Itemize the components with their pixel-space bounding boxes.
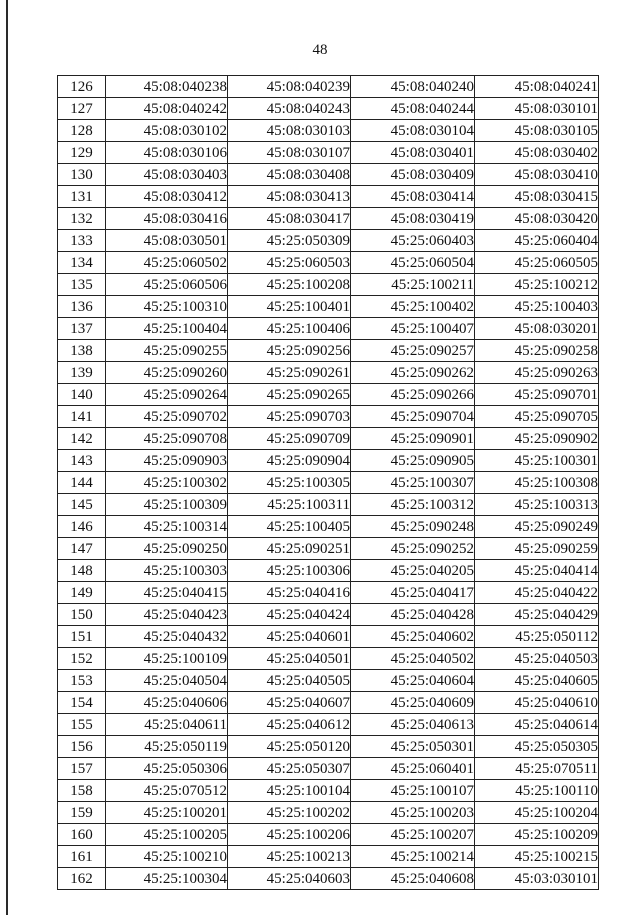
- cadastral-number-cell: 45:25:060505: [475, 252, 599, 274]
- row-number-cell: 150: [58, 604, 106, 626]
- cadastral-number-cell: 45:25:040501: [228, 648, 351, 670]
- cadastral-number-cell: 45:08:030201: [475, 318, 599, 340]
- cadastral-number-cell: 45:08:030408: [228, 164, 351, 186]
- cadastral-number-cell: 45:25:100405: [228, 516, 351, 538]
- table-row: [58, 208, 599, 230]
- row-number-cell: 136: [58, 296, 106, 318]
- cadastral-number-cell: 45:25:040417: [351, 582, 475, 604]
- cadastral-number-cell: 45:25:100302: [106, 472, 228, 494]
- cadastral-number-cell: 45:25:100312: [351, 494, 475, 516]
- cadastral-number-cell: 45:25:050112: [475, 626, 599, 648]
- cadastral-number-cell: 45:08:040239: [228, 76, 351, 98]
- table-row: [58, 76, 599, 98]
- cadastral-number-cell: 45:25:060404: [475, 230, 599, 252]
- cadastral-number-cell: 45:08:030409: [351, 164, 475, 186]
- cadastral-number-cell: 45:25:040424: [228, 604, 351, 626]
- cadastral-number-cell: 45:25:040610: [475, 692, 599, 714]
- cadastral-number-cell: 45:25:100307: [351, 472, 475, 494]
- cadastral-number-cell: 45:25:050309: [228, 230, 351, 252]
- row-number-cell: 143: [58, 450, 106, 472]
- cadastral-number-cell: 45:25:040414: [475, 560, 599, 582]
- table-row: [58, 692, 599, 714]
- table-row: [58, 230, 599, 252]
- row-number-cell: 152: [58, 648, 106, 670]
- cadastral-number-cell: 45:25:040423: [106, 604, 228, 626]
- row-number-cell: 138: [58, 340, 106, 362]
- table-row: [58, 802, 599, 824]
- cadastral-number-cell: 45:25:100407: [351, 318, 475, 340]
- table-row: [58, 362, 599, 384]
- cadastral-number-cell: 45:08:030102: [106, 120, 228, 142]
- cadastral-number-cell: 45:25:060403: [351, 230, 475, 252]
- cadastral-number-cell: 45:25:090248: [351, 516, 475, 538]
- cadastral-number-cell: 45:25:100305: [228, 472, 351, 494]
- cadastral-number-cell: 45:25:090905: [351, 450, 475, 472]
- table-row: [58, 868, 599, 890]
- cadastral-number-cell: 45:25:090255: [106, 340, 228, 362]
- cadastral-number-cell: 45:08:030412: [106, 186, 228, 208]
- cadastral-number-cell: 45:25:050301: [351, 736, 475, 758]
- cadastral-number-cell: 45:25:090902: [475, 428, 599, 450]
- table-row: [58, 340, 599, 362]
- cadastral-number-cell: 45:25:090252: [351, 538, 475, 560]
- cadastral-number-cell: 45:25:090901: [351, 428, 475, 450]
- row-number-cell: 130: [58, 164, 106, 186]
- cadastral-number-cell: 45:25:100402: [351, 296, 475, 318]
- row-number-cell: 132: [58, 208, 106, 230]
- cadastral-number-cell: 45:25:090251: [228, 538, 351, 560]
- cadastral-number-cell: 45:25:100309: [106, 494, 228, 516]
- row-number-cell: 154: [58, 692, 106, 714]
- cadastral-number-cell: 45:25:100205: [106, 824, 228, 846]
- table-row: [58, 164, 599, 186]
- cadastral-number-cell: 45:25:100209: [475, 824, 599, 846]
- cadastral-number-cell: 45:25:100206: [228, 824, 351, 846]
- table-row: [58, 406, 599, 428]
- row-number-cell: 134: [58, 252, 106, 274]
- cadastral-table: [57, 75, 599, 890]
- cadastral-number-cell: 45:25:100204: [475, 802, 599, 824]
- cadastral-number-cell: 45:25:100202: [228, 802, 351, 824]
- cadastral-number-cell: 45:25:050305: [475, 736, 599, 758]
- cadastral-number-cell: 45:25:040428: [351, 604, 475, 626]
- row-number-cell: 133: [58, 230, 106, 252]
- cadastral-number-cell: 45:25:090258: [475, 340, 599, 362]
- row-number-cell: 135: [58, 274, 106, 296]
- row-number-cell: 145: [58, 494, 106, 516]
- table-row: [58, 142, 599, 164]
- cadastral-number-cell: 45:08:030410: [475, 164, 599, 186]
- cadastral-number-cell: 45:25:100107: [351, 780, 475, 802]
- cadastral-number-cell: 45:08:030104: [351, 120, 475, 142]
- table-row: [58, 736, 599, 758]
- cadastral-number-cell: 45:25:060502: [106, 252, 228, 274]
- cadastral-number-cell: 45:25:100104: [228, 780, 351, 802]
- cadastral-number-cell: 45:25:090257: [351, 340, 475, 362]
- cadastral-number-cell: 45:25:100314: [106, 516, 228, 538]
- cadastral-number-cell: 45:25:090249: [475, 516, 599, 538]
- cadastral-number-cell: 45:08:030106: [106, 142, 228, 164]
- table-row: [58, 450, 599, 472]
- cadastral-number-cell: 45:25:100215: [475, 846, 599, 868]
- cadastral-number-cell: 45:08:030415: [475, 186, 599, 208]
- row-number-cell: 140: [58, 384, 106, 406]
- cadastral-number-cell: 45:08:030403: [106, 164, 228, 186]
- row-number-cell: 159: [58, 802, 106, 824]
- cadastral-number-cell: 45:25:100214: [351, 846, 475, 868]
- cadastral-number-cell: 45:25:090250: [106, 538, 228, 560]
- cadastral-number-cell: 45:25:050119: [106, 736, 228, 758]
- cadastral-number-cell: 45:25:100310: [106, 296, 228, 318]
- cadastral-number-cell: 45:25:040604: [351, 670, 475, 692]
- cadastral-number-cell: 45:25:090702: [106, 406, 228, 428]
- cadastral-number-cell: 45:25:090266: [351, 384, 475, 406]
- row-number-cell: 129: [58, 142, 106, 164]
- cadastral-number-cell: 45:25:090264: [106, 384, 228, 406]
- cadastral-number-cell: 45:08:030420: [475, 208, 599, 230]
- cadastral-number-cell: 45:08:030416: [106, 208, 228, 230]
- cadastral-number-cell: 45:25:090261: [228, 362, 351, 384]
- table-row: [58, 758, 599, 780]
- cadastral-number-cell: 45:25:070511: [475, 758, 599, 780]
- table-row: [58, 846, 599, 868]
- cadastral-number-cell: 45:25:060503: [228, 252, 351, 274]
- table-row: [58, 318, 599, 340]
- cadastral-number-cell: 45:25:100212: [475, 274, 599, 296]
- row-number-cell: 157: [58, 758, 106, 780]
- cadastral-number-cell: 45:25:090704: [351, 406, 475, 428]
- cadastral-number-cell: 45:08:030107: [228, 142, 351, 164]
- cadastral-number-cell: 45:25:090703: [228, 406, 351, 428]
- row-number-cell: 149: [58, 582, 106, 604]
- cadastral-number-cell: 45:25:090263: [475, 362, 599, 384]
- cadastral-number-cell: 45:08:030103: [228, 120, 351, 142]
- cadastral-number-cell: 45:25:040611: [106, 714, 228, 736]
- cadastral-number-cell: 45:25:040205: [351, 560, 475, 582]
- cadastral-number-cell: 45:08:030413: [228, 186, 351, 208]
- row-number-cell: 146: [58, 516, 106, 538]
- cadastral-number-cell: 45:25:060506: [106, 274, 228, 296]
- cadastral-number-cell: 45:08:030414: [351, 186, 475, 208]
- row-number-cell: 147: [58, 538, 106, 560]
- row-number-cell: 153: [58, 670, 106, 692]
- cadastral-number-cell: 45:25:040603: [228, 868, 351, 890]
- table-row: [58, 582, 599, 604]
- row-number-cell: 160: [58, 824, 106, 846]
- cadastral-number-cell: 45:25:100210: [106, 846, 228, 868]
- table-row: [58, 274, 599, 296]
- cadastral-number-cell: 45:25:040612: [228, 714, 351, 736]
- page-number: 48: [312, 42, 328, 58]
- cadastral-number-cell: 45:25:100406: [228, 318, 351, 340]
- cadastral-number-cell: 45:25:060504: [351, 252, 475, 274]
- cadastral-number-cell: 45:08:040242: [106, 98, 228, 120]
- row-number-cell: 151: [58, 626, 106, 648]
- cadastral-number-cell: 45:25:100304: [106, 868, 228, 890]
- row-number-cell: 158: [58, 780, 106, 802]
- table-row: [58, 538, 599, 560]
- cadastral-number-cell: 45:25:050120: [228, 736, 351, 758]
- cadastral-number-cell: 45:08:030401: [351, 142, 475, 164]
- table-row: [58, 384, 599, 406]
- cadastral-number-cell: 45:25:040608: [351, 868, 475, 890]
- cadastral-number-cell: 45:25:050306: [106, 758, 228, 780]
- table-row: [58, 648, 599, 670]
- cadastral-number-cell: 45:25:040602: [351, 626, 475, 648]
- cadastral-number-cell: 45:25:100301: [475, 450, 599, 472]
- cadastral-number-cell: 45:25:040502: [351, 648, 475, 670]
- row-number-cell: 127: [58, 98, 106, 120]
- row-number-cell: 139: [58, 362, 106, 384]
- cadastral-number-cell: 45:25:100211: [351, 274, 475, 296]
- cadastral-number-cell: 45:25:090705: [475, 406, 599, 428]
- cadastral-number-cell: 45:25:040422: [475, 582, 599, 604]
- cadastral-number-cell: 45:08:030402: [475, 142, 599, 164]
- cadastral-number-cell: 45:25:090701: [475, 384, 599, 406]
- row-number-cell: 126: [58, 76, 106, 98]
- cadastral-number-cell: 45:25:100207: [351, 824, 475, 846]
- cadastral-number-cell: 45:25:100313: [475, 494, 599, 516]
- cadastral-number-cell: 45:25:090904: [228, 450, 351, 472]
- cadastral-number-cell: 45:25:100306: [228, 560, 351, 582]
- cadastral-number-cell: 45:25:070512: [106, 780, 228, 802]
- table-row: [58, 296, 599, 318]
- table-row: [58, 714, 599, 736]
- cadastral-number-cell: 45:08:040238: [106, 76, 228, 98]
- table-row: [58, 98, 599, 120]
- cadastral-number-cell: 45:25:040606: [106, 692, 228, 714]
- cadastral-number-cell: 45:25:100311: [228, 494, 351, 516]
- cadastral-number-cell: 45:25:100401: [228, 296, 351, 318]
- cadastral-number-cell: 45:25:040415: [106, 582, 228, 604]
- cadastral-number-cell: 45:25:090260: [106, 362, 228, 384]
- row-number-cell: 161: [58, 846, 106, 868]
- row-number-cell: 162: [58, 868, 106, 890]
- table-row: [58, 824, 599, 846]
- cadastral-number-cell: 45:25:090256: [228, 340, 351, 362]
- row-number-cell: 144: [58, 472, 106, 494]
- cadastral-number-cell: 45:25:100109: [106, 648, 228, 670]
- row-number-cell: 155: [58, 714, 106, 736]
- cadastral-number-cell: 45:25:040605: [475, 670, 599, 692]
- row-number-cell: 142: [58, 428, 106, 450]
- cadastral-number-cell: 45:25:090708: [106, 428, 228, 450]
- scan-page-edge: [6, 0, 8, 915]
- cadastral-number-cell: 45:25:100303: [106, 560, 228, 582]
- cadastral-number-cell: 45:25:050307: [228, 758, 351, 780]
- cadastral-number-cell: 45:25:100110: [475, 780, 599, 802]
- cadastral-number-cell: 45:25:090259: [475, 538, 599, 560]
- cadastral-number-cell: 45:25:100203: [351, 802, 475, 824]
- row-number-cell: 141: [58, 406, 106, 428]
- table-row: [58, 670, 599, 692]
- table-row: [58, 516, 599, 538]
- cadastral-number-cell: 45:25:100403: [475, 296, 599, 318]
- table-row: [58, 494, 599, 516]
- cadastral-number-cell: 45:25:100404: [106, 318, 228, 340]
- cadastral-number-cell: 45:25:040503: [475, 648, 599, 670]
- cadastral-number-cell: 45:25:040416: [228, 582, 351, 604]
- cadastral-number-cell: 45:25:040609: [351, 692, 475, 714]
- cadastral-number-cell: 45:25:040607: [228, 692, 351, 714]
- cadastral-number-cell: 45:08:040241: [475, 76, 599, 98]
- table-row: [58, 560, 599, 582]
- cadastral-number-cell: 45:25:090903: [106, 450, 228, 472]
- table-row: [58, 252, 599, 274]
- cadastral-number-cell: 45:25:040613: [351, 714, 475, 736]
- row-number-cell: 156: [58, 736, 106, 758]
- cadastral-number-cell: 45:25:040505: [228, 670, 351, 692]
- cadastral-number-cell: 45:25:090709: [228, 428, 351, 450]
- row-number-cell: 137: [58, 318, 106, 340]
- row-number-cell: 131: [58, 186, 106, 208]
- cadastral-number-cell: 45:03:030101: [475, 868, 599, 890]
- cadastral-number-cell: 45:08:030501: [106, 230, 228, 252]
- table-body: [58, 76, 599, 890]
- cadastral-number-cell: 45:08:030419: [351, 208, 475, 230]
- cadastral-number-cell: 45:08:030101: [475, 98, 599, 120]
- table-row: [58, 780, 599, 802]
- cadastral-number-cell: 45:25:040429: [475, 604, 599, 626]
- cadastral-number-cell: 45:08:040244: [351, 98, 475, 120]
- table-row: [58, 120, 599, 142]
- cadastral-number-cell: 45:25:060401: [351, 758, 475, 780]
- row-number-cell: 128: [58, 120, 106, 142]
- table-row: [58, 626, 599, 648]
- table-row: [58, 604, 599, 626]
- cadastral-number-cell: 45:08:040243: [228, 98, 351, 120]
- cadastral-number-cell: 45:25:100308: [475, 472, 599, 494]
- cadastral-number-cell: 45:25:040614: [475, 714, 599, 736]
- table-row: [58, 472, 599, 494]
- cadastral-number-cell: 45:08:040240: [351, 76, 475, 98]
- cadastral-number-cell: 45:08:030417: [228, 208, 351, 230]
- cadastral-number-cell: 45:25:100201: [106, 802, 228, 824]
- cadastral-number-cell: 45:25:100213: [228, 846, 351, 868]
- cadastral-number-cell: 45:25:100208: [228, 274, 351, 296]
- cadastral-number-cell: 45:25:090262: [351, 362, 475, 384]
- cadastral-number-cell: 45:08:030105: [475, 120, 599, 142]
- cadastral-number-cell: 45:25:040432: [106, 626, 228, 648]
- table-row: [58, 428, 599, 450]
- cadastral-number-cell: 45:25:090265: [228, 384, 351, 406]
- table-row: [58, 186, 599, 208]
- cadastral-number-cell: 45:25:040601: [228, 626, 351, 648]
- row-number-cell: 148: [58, 560, 106, 582]
- cadastral-number-cell: 45:25:040504: [106, 670, 228, 692]
